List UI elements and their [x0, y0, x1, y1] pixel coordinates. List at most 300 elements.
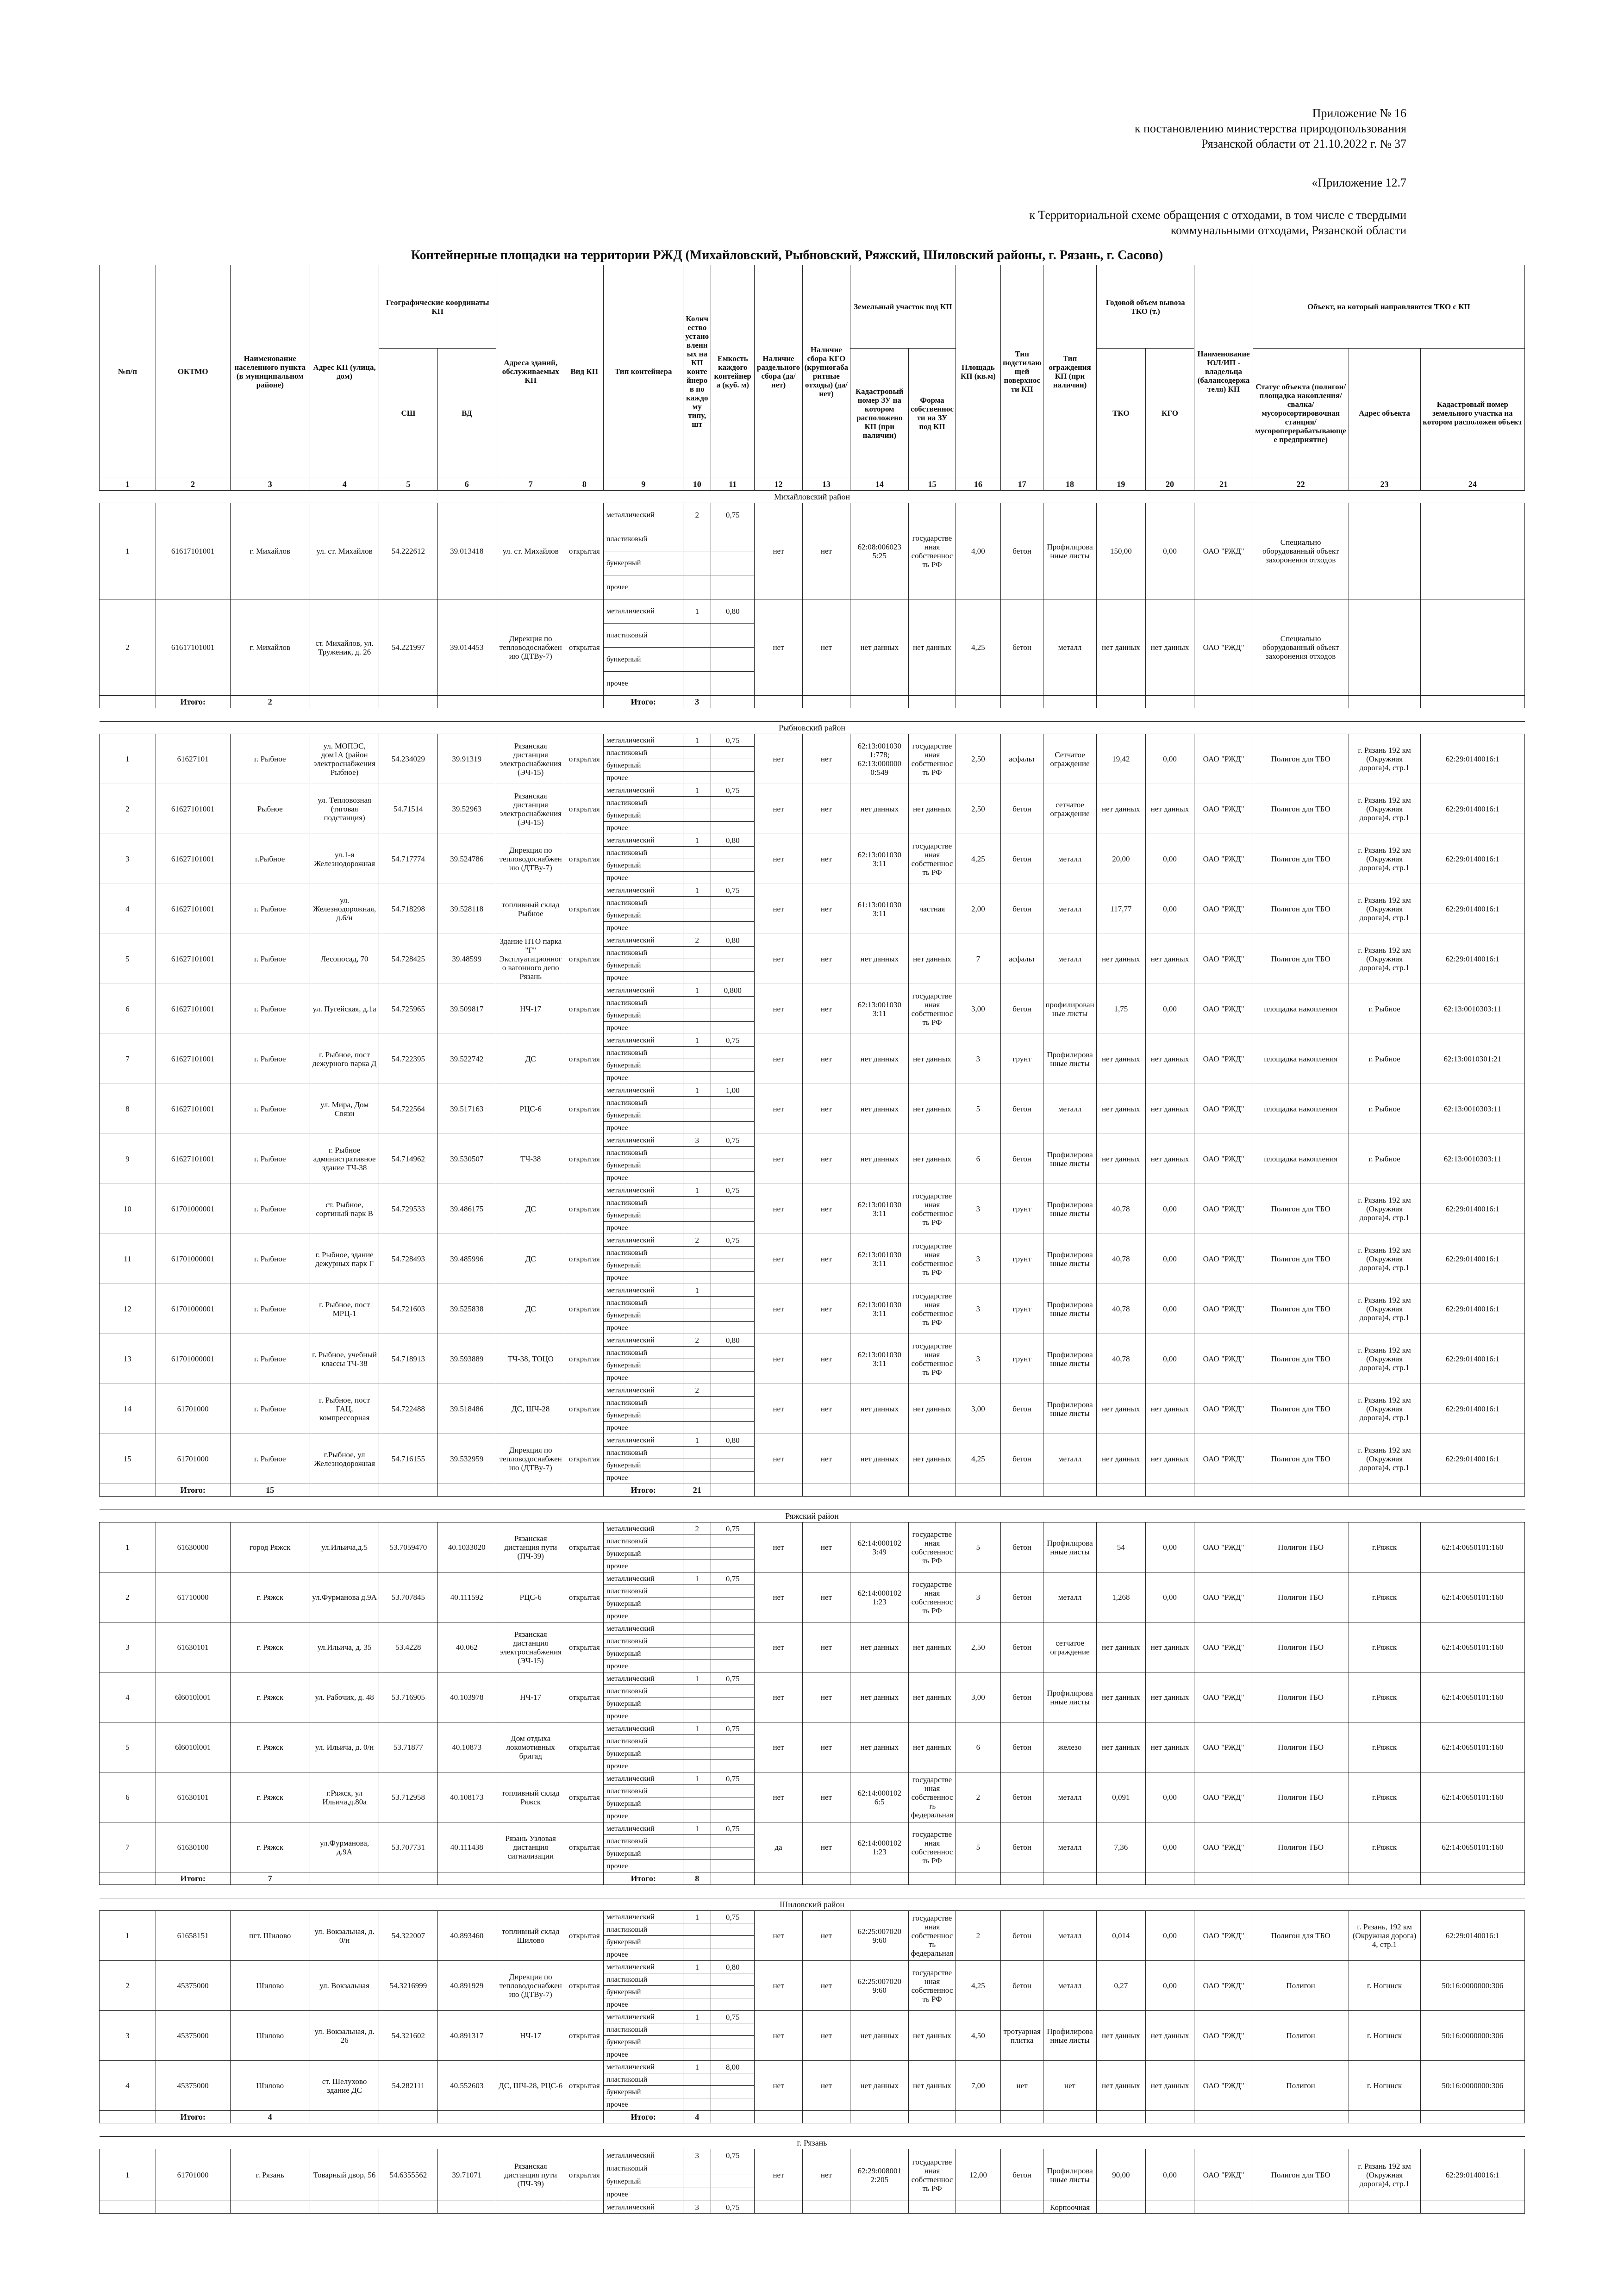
cell-kgo_v: нет данных	[1145, 1434, 1194, 1484]
cell-oaddr: г. Рязань 192 км (Окружная дорога)4, стр.1	[1349, 1184, 1420, 1234]
cell-surf: тротуарная плитка	[1001, 2011, 1043, 2061]
cell-lat: 54.322007	[379, 1911, 437, 1961]
cell-n: 4	[100, 2061, 156, 2111]
total-label: Итого:	[156, 1484, 230, 1497]
cell-buildings: топливный склад Ряжск	[496, 1772, 565, 1822]
cell-address: ст. Рыбное, сортиный парк В	[310, 1184, 379, 1234]
cell-lat: 54.725965	[379, 984, 437, 1034]
header-annual: Годовой объем вывоза ТКО (т.)	[1096, 265, 1194, 349]
header-object-status: Статус объекта (полигон/площадка накопления/свалка/мусоросортировочная станция/мусороперерабатывающее предприятие)	[1253, 349, 1349, 478]
total-empty	[1096, 2111, 1145, 2123]
cell-fence: Профилированные листы	[1043, 1284, 1097, 1334]
container-type-label: металлический	[604, 934, 683, 947]
cell-sep: нет	[755, 2011, 802, 2061]
cell-kp_type: открытая	[565, 2149, 604, 2201]
cell-fence: металл	[1043, 884, 1097, 934]
cell-lon: 39.524786	[437, 834, 496, 884]
cell-fence: Профилированные листы	[1043, 1672, 1097, 1722]
total-empty	[310, 1872, 379, 1885]
total-empty	[496, 2111, 565, 2123]
container-type-label: пластиковый	[604, 2023, 683, 2036]
cell-cad: 62:13:001030 3:11	[850, 1284, 909, 1334]
total-sites: 2	[230, 696, 310, 708]
cell-buildings: ТЧ-38	[496, 1134, 565, 1184]
cell-surf: бетон	[1001, 784, 1043, 834]
cell-count: 1	[683, 1084, 711, 1097]
cell-area: 3	[956, 1034, 1001, 1084]
cell-n: 3	[100, 834, 156, 884]
container-type-label: бункерный	[604, 1797, 683, 1810]
cell-oktmo: 61627101001	[156, 1084, 230, 1134]
cell-oaddr: г. Рыбное	[1349, 1034, 1420, 1084]
column-number: 22	[1253, 478, 1349, 491]
cell-oaddr: г. Ногинск	[1349, 2061, 1420, 2111]
table-row	[100, 1034, 1525, 1047]
container-type-label: бункерный	[604, 2175, 683, 2188]
cell-lon: 39.518486	[437, 1384, 496, 1434]
cell-n: 2	[100, 784, 156, 834]
cell-address: г.Ряжск, ул Ильича,д.80а	[310, 1772, 379, 1822]
table-row	[100, 1622, 1525, 1635]
cell-settlement: г. Ряжск	[230, 1772, 310, 1822]
cell-kgo_v: нет данных	[1145, 784, 1194, 834]
cell-cad: 62:14:000102 3:49	[850, 1522, 909, 1572]
cell-count	[683, 1322, 711, 1334]
cell-lon: 39.528118	[437, 884, 496, 934]
cell-fence: металл	[1043, 1572, 1097, 1622]
cell-lat: 54.221997	[379, 599, 437, 696]
cell-capacity	[711, 1222, 755, 1234]
total-empty	[1349, 1872, 1420, 1885]
container-type-label: бункерный	[604, 1009, 683, 1022]
cell-count	[683, 1072, 711, 1084]
container-type-label: пластиковый	[604, 1097, 683, 1109]
cell-owner: ОАО "РЖД"	[1194, 734, 1253, 784]
cell-buildings: Рязанская дистанция электроснабжения (ЭЧ-15)	[496, 784, 565, 834]
cell-lon: 39.509817	[437, 984, 496, 1034]
section-spacer	[100, 708, 1525, 722]
cell-fence: Профилированные листы	[1043, 1522, 1097, 1572]
cell-owner: ОАО "РЖД"	[1194, 1911, 1253, 1961]
cell-kgo_v: 0,00	[1145, 1522, 1194, 1572]
cell-kgo: нет	[802, 1184, 850, 1234]
container-type-label: бункерный	[604, 1597, 683, 1610]
cell-oktmo: 45375000	[156, 1961, 230, 2011]
total-empty	[1420, 696, 1524, 708]
cell-kgo: нет	[802, 1822, 850, 1872]
cell-lat: 54.282111	[379, 2061, 437, 2111]
cell-own: государственная собственность РФ	[909, 1184, 956, 1234]
cell-buildings: ДС	[496, 1234, 565, 1284]
spacer-cell	[100, 1497, 1525, 1510]
table-row	[100, 984, 1525, 997]
cell-address: г. Рыбное, пост дежурного парка Д	[310, 1034, 379, 1084]
container-type-label: прочее	[604, 822, 683, 834]
section-title: Ряжский район	[100, 1510, 1525, 1522]
cell-capacity: 0,75	[711, 1184, 755, 1197]
cell-area: 2,00	[956, 884, 1001, 934]
cell-n: 10	[100, 1184, 156, 1234]
cell-fence: металл	[1043, 1084, 1097, 1134]
cell-lat: 53.707845	[379, 1572, 437, 1622]
cell-capacity	[711, 1097, 755, 1109]
cell-address: ул. Мира, Дом Связи	[310, 1084, 379, 1134]
cell-count	[683, 1397, 711, 1409]
cell-capacity	[711, 1347, 755, 1359]
cell-capacity: 0,75	[711, 1722, 755, 1735]
cell-surf: бетон	[1001, 834, 1043, 884]
cell-count	[683, 822, 711, 834]
cell-capacity	[711, 624, 755, 648]
total-spacer	[100, 1872, 156, 1885]
cell-cad: нет данных	[850, 1722, 909, 1772]
cell-kgo: нет	[802, 1334, 850, 1384]
cell-lat: 54.722564	[379, 1084, 437, 1134]
cell-oaddr: г. Рязань 192 км (Окружная дорога)4, стр.1	[1349, 1434, 1420, 1484]
cell-kgo: нет	[802, 1234, 850, 1284]
cell-buildings: Рязанская дистанция пути (ПЧ-39)	[496, 2149, 565, 2201]
cell-count	[683, 1009, 711, 1022]
cell-area: 2,50	[956, 1622, 1001, 1672]
cell-area: 3	[956, 1334, 1001, 1384]
total-empty	[565, 696, 604, 708]
cell-oktmo: 61627101	[156, 734, 230, 784]
column-number: 17	[1001, 478, 1043, 491]
table-row	[100, 2011, 1525, 2023]
cell-n: 11	[100, 1234, 156, 1284]
cell-n: 1	[100, 1522, 156, 1572]
cell-ocad: 62:29:0140016:1	[1420, 2149, 1524, 2201]
cell-own: нет данных	[909, 1034, 956, 1084]
cell-oktmo: 61701000001	[156, 1284, 230, 1334]
cell-ocad: 62:29:0140016:1	[1420, 784, 1524, 834]
cell-count	[683, 527, 711, 551]
cell-count	[683, 1622, 711, 1635]
cell-capacity	[711, 1585, 755, 1597]
cell-oaddr: г.Ряжск	[1349, 1722, 1420, 1772]
total-empty	[1001, 1484, 1043, 1497]
cell-settlement: г. Ряжск	[230, 1572, 310, 1622]
cell-oaddr: г.Ряжск	[1349, 1522, 1420, 1572]
cell-oaddr	[1349, 503, 1420, 599]
cell-oaddr: г. Рязань 192 км (Окружная дорога)4, стр.1	[1349, 934, 1420, 984]
cell-fence: Профилированные листы	[1043, 2011, 1097, 2061]
column-number: 6	[437, 478, 496, 491]
total-containers: 21	[683, 1484, 711, 1497]
cell-count	[683, 1697, 711, 1710]
cell-capacity	[711, 527, 755, 551]
cell-cad: нет данных	[850, 2011, 909, 2061]
cell-own: государственная собственность федеральная	[909, 1772, 956, 1822]
cell-kp_type: открытая	[565, 834, 604, 884]
cell-status: Полигон	[1253, 1961, 1349, 2011]
cell-oaddr: г.Ряжск	[1349, 1822, 1420, 1872]
cell-capacity	[711, 1447, 755, 1459]
cell-kp_type: открытая	[565, 1522, 604, 1572]
column-number: 2	[156, 478, 230, 491]
cell-address: ул.Фурманова, д.9А	[310, 1822, 379, 1872]
cell-oktmo: 61658151	[156, 1911, 230, 1961]
cell-kgo: нет	[802, 1772, 850, 1822]
cell-kgo_v: нет данных	[1145, 599, 1194, 696]
cell-count: 1	[683, 1184, 711, 1197]
column-number: 20	[1145, 478, 1194, 491]
cell-empty	[1001, 2201, 1043, 2214]
cell-owner: ОАО "РЖД"	[1194, 834, 1253, 884]
cell-capacity	[711, 922, 755, 934]
cell-kgo_v: нет данных	[1145, 1134, 1194, 1184]
cell-tko: 40,78	[1096, 1284, 1145, 1334]
cell-sep: нет	[755, 1134, 802, 1184]
cell-count	[683, 797, 711, 809]
table-row	[100, 1911, 1525, 1923]
section-title: Михайловский район	[100, 491, 1525, 503]
cell-capacity	[711, 1685, 755, 1697]
container-type-label: прочее	[604, 1710, 683, 1722]
total-sites: 15	[230, 1484, 310, 1497]
container-type-label: прочее	[604, 2098, 683, 2111]
cell-count	[683, 1785, 711, 1797]
cell-owner: ОАО "РЖД"	[1194, 2149, 1253, 2201]
cell-lon: 39.530507	[437, 1134, 496, 1184]
cell-settlement: г. Михайлов	[230, 503, 310, 599]
cell-lat: 54.728493	[379, 1234, 437, 1284]
cell-owner: ОАО "РЖД"	[1194, 1672, 1253, 1722]
cell-own: нет данных	[909, 1084, 956, 1134]
cell-status: Полигон ТБО	[1253, 1522, 1349, 1572]
cell-oaddr: г. Рыбное	[1349, 1134, 1420, 1184]
container-type-label: пластиковый	[604, 1447, 683, 1459]
total-empty	[802, 2111, 850, 2123]
cell-count	[683, 1998, 711, 2011]
cell-lon: 39.593889	[437, 1334, 496, 1384]
cell-surf: бетон	[1001, 1722, 1043, 1772]
container-type-label: бункерный	[604, 1359, 683, 1372]
cell-count	[683, 1610, 711, 1622]
total-empty	[379, 1484, 437, 1497]
total-empty	[1349, 2111, 1420, 2123]
cell-n: 14	[100, 1384, 156, 1434]
cell-empty	[1253, 2201, 1349, 2214]
container-type-label: прочее	[604, 1322, 683, 1334]
cell-own: нет данных	[909, 1672, 956, 1722]
cell-owner: ОАО "РЖД"	[1194, 1522, 1253, 1572]
total-empty	[496, 696, 565, 708]
cell-own: нет данных	[909, 1134, 956, 1184]
cell-ocad: 62:13:0010301:21	[1420, 1034, 1524, 1084]
cell-capacity	[711, 1047, 755, 1059]
cell-kgo_v: 0,00	[1145, 1184, 1194, 1234]
total-empty	[1420, 1484, 1524, 1497]
cell-n: 1	[100, 1911, 156, 1961]
column-number: 23	[1349, 478, 1420, 491]
cell-area: 3,00	[956, 1384, 1001, 1434]
cell-oktmo: 61701000001	[156, 1334, 230, 1384]
total-containers: 8	[683, 1872, 711, 1885]
container-type-label: бункерный	[604, 1936, 683, 1948]
cell-sep: нет	[755, 1234, 802, 1284]
table-body	[100, 478, 1525, 2214]
cell-status: Полигон ТБО	[1253, 1622, 1349, 1672]
container-type-label: прочее	[604, 1072, 683, 1084]
column-number: 11	[711, 478, 755, 491]
total-empty	[956, 2111, 1001, 2123]
cell-settlement: г. Рыбное	[230, 1384, 310, 1434]
cell-own: государственная собственность РФ	[909, 503, 956, 599]
total-spacer	[100, 696, 156, 708]
cell-capacity	[711, 1760, 755, 1772]
cell-surf: бетон	[1001, 2149, 1043, 2201]
cell-sep: нет	[755, 1184, 802, 1234]
total-empty	[909, 696, 956, 708]
cell-address: г. Рыбное, здание дежурных парк Г	[310, 1234, 379, 1284]
cell-count: 1	[683, 1772, 711, 1785]
cell-status: Полигон ТБО	[1253, 1822, 1349, 1872]
cell-oktmo: 61627101001	[156, 934, 230, 984]
total-empty	[1096, 1872, 1145, 1885]
cell-sep: нет	[755, 1911, 802, 1961]
cell-lat: 53.716905	[379, 1672, 437, 1722]
header-area: Площадь КП (кв.м)	[956, 265, 1001, 478]
section-title: Шиловский район	[100, 1898, 1525, 1911]
cell-sep: нет	[755, 734, 802, 784]
cell-oktmo: 61710000	[156, 1572, 230, 1622]
container-type-label: металлический	[604, 1434, 683, 1447]
cell-fence: металл	[1043, 834, 1097, 884]
container-type-label: пластиковый	[604, 947, 683, 959]
cell-settlement: Рыбное	[230, 784, 310, 834]
appendix-line: Рязанской области от 21.10.2022 г. № 37	[1201, 137, 1406, 150]
cell-count: 1	[683, 1672, 711, 1685]
cell-kgo_v: 0,00	[1145, 1334, 1194, 1384]
total-empty	[909, 1484, 956, 1497]
cell-tko: 150,00	[1096, 503, 1145, 599]
cell-capacity: 1,00	[711, 1084, 755, 1097]
header-settlement: Наименование населенного пункта (в муниципальном районе)	[230, 265, 310, 478]
cell-settlement: г. Рыбное	[230, 1084, 310, 1134]
cell-capacity	[711, 2188, 755, 2201]
cell-n: 2	[100, 1961, 156, 2011]
cell-capacity	[711, 648, 755, 672]
container-type-label: металлический	[604, 503, 683, 527]
cell-oktmo: 61627101001	[156, 884, 230, 934]
cell-area: 3	[956, 1234, 1001, 1284]
column-number: 24	[1420, 478, 1524, 491]
cell-address: г. Рыбное, пост МРЦ-1	[310, 1284, 379, 1334]
cell-ocad: 62:29:0140016:1	[1420, 1911, 1524, 1961]
header-lat: СШ	[379, 349, 437, 478]
cell-kp_type: открытая	[565, 2061, 604, 2111]
total-empty	[1043, 696, 1097, 708]
cell-area: 2	[956, 1911, 1001, 1961]
column-number: 13	[802, 478, 850, 491]
cell-capacity	[711, 1785, 755, 1797]
cell-own: нет данных	[909, 2011, 956, 2061]
cell-ocad: 62:29:0140016:1	[1420, 884, 1524, 934]
cell-n: 5	[100, 934, 156, 984]
cell-tko: нет данных	[1096, 1622, 1145, 1672]
cell-sep: нет	[755, 599, 802, 696]
total-empty	[310, 696, 379, 708]
container-type-label: металлический	[604, 784, 683, 797]
cell-kgo_v: 0,00	[1145, 1822, 1194, 1872]
cell-owner: ОАО "РЖД"	[1194, 1961, 1253, 2011]
cell-address: ул. Вокзальная, д. 0/н	[310, 1911, 379, 1961]
cell-owner: ОАО "РЖД"	[1194, 599, 1253, 696]
cell-lon: 40.103978	[437, 1672, 496, 1722]
total-empty	[379, 2111, 437, 2123]
cell-lon: 39.517163	[437, 1084, 496, 1134]
cell-own: государственная собственность РФ	[909, 1822, 956, 1872]
cell-n: 3	[100, 2011, 156, 2061]
cell-ocad: 62:14:0650101:160	[1420, 1722, 1524, 1772]
cell-cad: нет данных	[850, 2061, 909, 2111]
cell-owner: ОАО "РЖД"	[1194, 1184, 1253, 1234]
cell-sep: нет	[755, 503, 802, 599]
cell-capacity	[711, 2175, 755, 2188]
cell-status: Полигон для ТБО	[1253, 834, 1349, 884]
cell-lat: 53.712958	[379, 1772, 437, 1822]
cell-count	[683, 1685, 711, 1697]
cell-count	[683, 672, 711, 696]
cell-count	[683, 1860, 711, 1872]
scheme-header	[1029, 207, 1406, 238]
cell-count	[683, 1948, 711, 1961]
cell-count	[683, 1359, 711, 1372]
cell-capacity	[711, 1697, 755, 1710]
container-type-label: прочее	[604, 1272, 683, 1284]
container-type-label: металлический	[604, 1522, 683, 1535]
cell-oktmo: 61701000001	[156, 1234, 230, 1284]
cell-address: ул. Вокзальная, д. 26	[310, 2011, 379, 2061]
cell-area: 7,00	[956, 2061, 1001, 2111]
total-empty	[755, 1872, 802, 1885]
column-number: 14	[850, 478, 909, 491]
column-number: 7	[496, 478, 565, 491]
cell-count	[683, 1472, 711, 1484]
cell-empty	[1194, 2201, 1253, 2214]
cell-capacity: 0,75	[711, 884, 755, 897]
cell-kgo_v: 0,00	[1145, 834, 1194, 884]
cell-lat: 54.716155	[379, 1434, 437, 1484]
cell-capacity	[711, 872, 755, 884]
cell-tko: нет данных	[1096, 2061, 1145, 2111]
cell-fence: металл	[1043, 1822, 1097, 1872]
section-title-row	[100, 1510, 1525, 1522]
appendix-header	[1135, 106, 1406, 151]
cell-capacity	[711, 1923, 755, 1936]
header-object-address: Адрес объекта	[1349, 349, 1420, 478]
cell-area: 2	[956, 1772, 1001, 1822]
cell-sep: нет	[755, 1434, 802, 1484]
cell-capacity	[711, 1109, 755, 1122]
cell-capacity	[711, 897, 755, 909]
cell-kgo_v: 0,00	[1145, 1961, 1194, 2011]
cell-capacity	[711, 1459, 755, 1472]
cell-lon: 39.48599	[437, 934, 496, 984]
cell-n: 6	[100, 1772, 156, 1822]
cell-status: Полигон для ТБО	[1253, 884, 1349, 934]
cell-settlement: Шилово	[230, 2061, 310, 2111]
cell-cad: 62:13:001030 3:11	[850, 1334, 909, 1384]
cell-buildings: Дирекция по тепловодоснабжению (ДТВу-7)	[496, 599, 565, 696]
cell-count	[683, 1547, 711, 1560]
cell-oktmo: 61630101	[156, 1772, 230, 1822]
cell-count: 2	[683, 1234, 711, 1247]
total-empty	[496, 1872, 565, 1885]
cell-count	[683, 1459, 711, 1472]
cell-kp_type: открытая	[565, 1672, 604, 1722]
